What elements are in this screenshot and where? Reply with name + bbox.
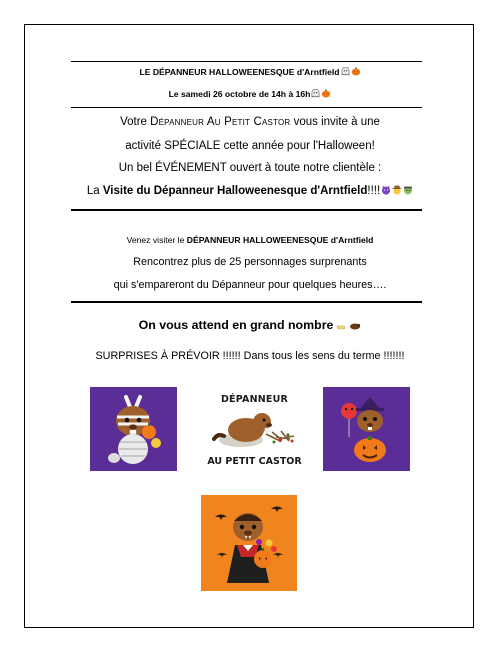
logo-top-text: DÉPANNEUR <box>220 394 289 405</box>
beaver-icon <box>349 319 361 333</box>
purple-devil-icon <box>381 185 391 198</box>
intro-line-4: La Visite du Dépanneur Halloweenesque d'Arntfield!!!! <box>60 185 440 198</box>
ghost-icon <box>311 89 320 100</box>
visit-line-1: Venez visiter le DÉPANNEUR HALLOWEENESQUE d'Arntfield <box>126 235 374 245</box>
header-top-rule <box>71 61 422 62</box>
visit-bottom-rule <box>71 301 422 303</box>
zombie-face-icon <box>403 185 413 198</box>
ghost-icon <box>341 67 350 78</box>
logo-bottom-text: AU PETIT CASTOR <box>207 456 302 467</box>
visit-line-3: qui s'empareront du Dépanneur pour quelques heures…. <box>113 279 387 291</box>
vampire-beaver-image <box>201 495 297 591</box>
intro-bottom-rule <box>71 209 422 211</box>
intro-line-1: Votre Dépanneur Au Petit Castor vous invite à une <box>120 116 380 128</box>
pumpkin-icon <box>321 88 331 100</box>
hand-icon <box>336 319 348 333</box>
closing-headline: On vous attend en grand nombre <box>60 318 440 333</box>
intro-line-3: Un bel ÉVÉNEMENT ouvert à toute notre clientèle : <box>118 162 382 174</box>
cowboy-face-icon <box>392 185 402 198</box>
header-bottom-rule <box>71 107 422 108</box>
header-title: LE DÉPANNEUR HALLOWEENESQUE d'Arntfield <box>60 66 440 78</box>
intro-line-2: activité SPÉCIALE cette année pour l'Halloween! <box>125 140 375 152</box>
mummy-beaver-image <box>90 387 177 471</box>
pumpkin-icon <box>351 66 361 78</box>
visit-line-2: Rencontrez plus de 25 personnages surprenants <box>133 256 367 268</box>
header-date: Le samedi 26 octobre de 14h à 16h <box>60 88 440 100</box>
depanneur-logo <box>206 387 303 475</box>
witch-beaver-image <box>323 387 410 471</box>
surprises-line: SURPRISES À PRÉVOIR !!!!!! Dans tous les sens du terme !!!!!!! <box>95 350 405 362</box>
